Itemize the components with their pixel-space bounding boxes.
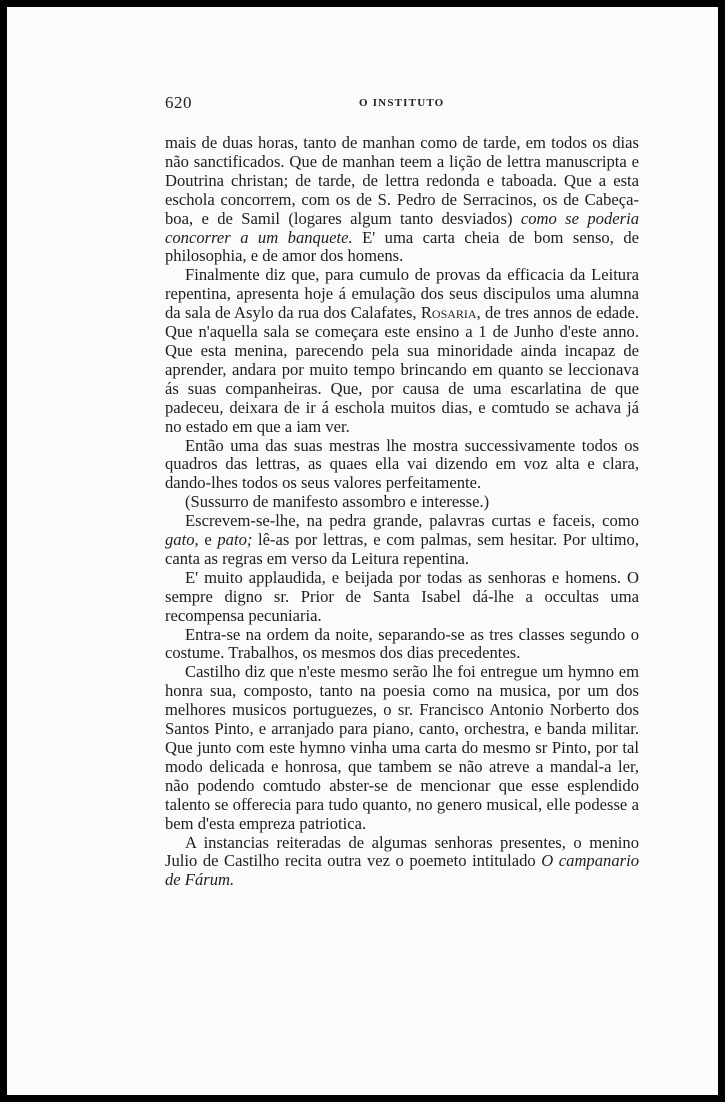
poem-title: O campanario de Fárum. [165,851,639,890]
page-number: 620 [165,93,192,112]
paragraph-5-text-b: lê-as por lettras, e com palmas, sem hesitar. Por ultimo, canta as regras em verso da Leitura repentina. [165,530,639,568]
paragraph-5-conjunction: e [198,530,218,550]
paragraph-1-end: E' uma carta cheia de bom senso, de philosophia, e de amor dos homens. [165,227,639,266]
paragraph-7: Entra-se na ordem da noite, separando-se as tres classes segundo o costume. Trabalhos, os mesmos dos dias precedentes. [165,624,639,663]
page-header [165,93,639,115]
paragraph-5-text-a: Escrevem-se-lhe, na pedra grande, palavras curtas e faceis, como [185,511,639,531]
body-text [165,134,639,890]
word-pato: pato; [217,530,253,550]
paragraph-8: Castilho diz que n'este mesmo serão lhe foi entregue um hymno em honra sua, composto, tanto na poesia como na musica, por um dos melhores musicos portuguezes, o sr. Francisco Antonio Norberto dos Santos Pinto, e arranjado para piano, canto, orchestra, e banda militar. Que junto com este hymno vinha uma carta do mesmo sr Pinto, por tal modo delicada e honrosa, que tambem se não atreve a mandal-a ler, não podendo comtudo abster-se de mencionar que esse esplendido talento se offerecia para tudo quanto, no genero musical, elle podesse a bem d'esta empreza patriotica. [165,662,639,833]
paragraph-1 [165,134,639,266]
paragraph-2-text-a: Finalmente diz que, para cumulo de provas da efficacia da Leitura repentina, apresenta hoje á emulação dos seus discipulos uma alumna da sala de Asylo da rua dos Calafates, [165,265,639,323]
paragraph-3: Então uma das suas mestras lhe mostra successivamente todos os quadros das lettras, as quaes ella vai dizendo em voz alta e clara, dando-lhes todos os seus valores perfeitamente. [165,435,639,493]
paragraph-9-text: A instancias reiteradas de algumas senhoras presentes, o menino Julio de Castilho recita outra vez o poemeto intitulado [165,832,639,871]
paragraph-1-text: mais de duas horas, tanto de manhan como de tarde, em todos os dias não sanctificados. Que de manhan teem a lição de lettra manuscripta e Doutrina christan; de tarde, de lettra redonda e taboada. Que a esta eschola concorrem, com os de S. Pedro de Serracinos, os de Cabeça-boa, e de Samil (logares algum tanto desviados) [165,133,639,228]
paragraph-4: (Sussurro de manifesto assombro e interesse.) [185,492,490,512]
pupil-name: Rosaria [420,303,477,323]
paragraph-2 [165,266,639,436]
paragraph-5 [165,512,639,569]
running-head: O INSTITUTO [359,97,445,109]
paragraph-6: E' muito applaudida, e beijada por todas as senhoras e homens. O sempre digno sr. Prior de Santa Isabel dá-lhe a occultas uma recompensa pecuniaria. [165,567,639,625]
paragraph-1-italic: como se poderia concorrer a um banquete. [165,208,639,247]
paragraph-2-text-b: , de tres annos de edade. Que n'aquella sala se começara este ensino a 1 de Junho d'este anno. Que esta menina, parecendo pela sua minoridade ainda incapaz de aprender, andara por muito tempo brincando em quanto se leccionava ás suas companheiras. Que, por causa de uma escarlatina de que padeceu, deixara de ir á eschola muitos dias, e comtudo se achava já no estado em que a iam ver. [165,303,639,436]
paragraph-9 [165,834,639,891]
book-page [7,7,718,1095]
word-gato: gato, [165,530,199,550]
